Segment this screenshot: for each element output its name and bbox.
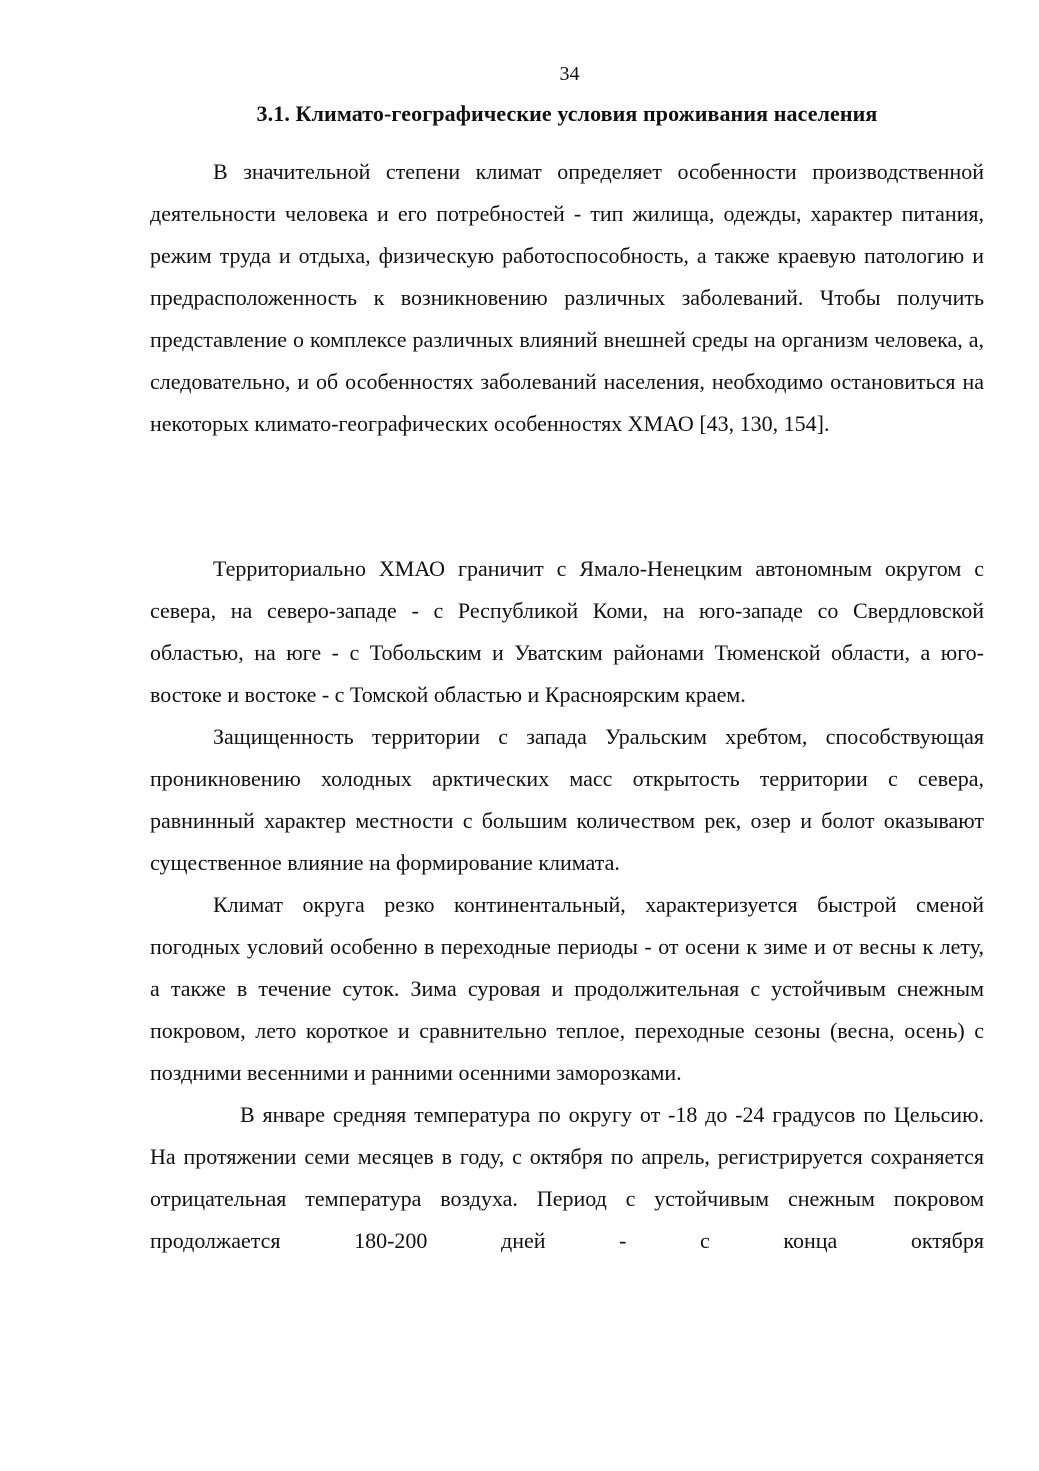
section-heading: 3.1. Климато-географические условия проживания населения bbox=[256, 101, 878, 126]
body-text-main bbox=[150, 548, 984, 1262]
body-text-top bbox=[150, 151, 984, 445]
paragraph-territory-borders: Территориально ХМАО граничит с Ямало-Ненецким автономным округом с севера, на северо-западе - с Республикой Коми, на юго-западе со Свердловской областью, на юге - с Тобольским и Уватским районами Тюменской области, а юго-востоке и востоке - с Томской областью и Красноярским краем. bbox=[150, 556, 984, 707]
paragraph-climate-continental: Климат округа резко континентальный, характеризуется быстрой сменой погодных условий особенно в переходные периоды - от осени к зиме и от весны к лету, а также в течение суток. Зима суровая и продолжительная с устойчивым снежным покровом, лето короткое и сравнительно теплое, переходные сезоны (весна, осень) с поздними весенними и ранними осенними заморозками. bbox=[150, 892, 984, 1085]
page-number: 34 bbox=[559, 63, 580, 85]
paragraph-january-temperature: В январе средняя температура по округу от -18 до -24 градусов по Цельсию. На протяжении семи месяцев в году, с октября по апрель, регистрируется сохраняется отрицательная температура воздуха. Период с устойчивым снежным покровом продолжается 180-200 дней - с конца октября bbox=[150, 1102, 984, 1253]
paragraph-territory-protection: Защищенность территории с запада Уральским хребтом, способствующая проникновению холодных арктических масс открытость территории с севера, равнинный характер местности с большим количеством рек, озер и болот оказывают существенное влияние на формирование климата. bbox=[150, 724, 984, 875]
paragraph-climate-intro: В значительной степени климат определяет особенности производственной деятельности человека и его потребностей - тип жилища, одежды, характер питания, режим труда и отдыха, физическую работоспособность, а также краевую патологию и предрасположенность к возникновению различных заболеваний. Чтобы получить представление о комплексе различных влияний внешней среды на организм человека, а, следовательно, и об особенностях заболеваний населения, необходимо остановиться на некоторых климато-географических особенностях ХМАО [43, 130, 154]. bbox=[150, 159, 984, 436]
